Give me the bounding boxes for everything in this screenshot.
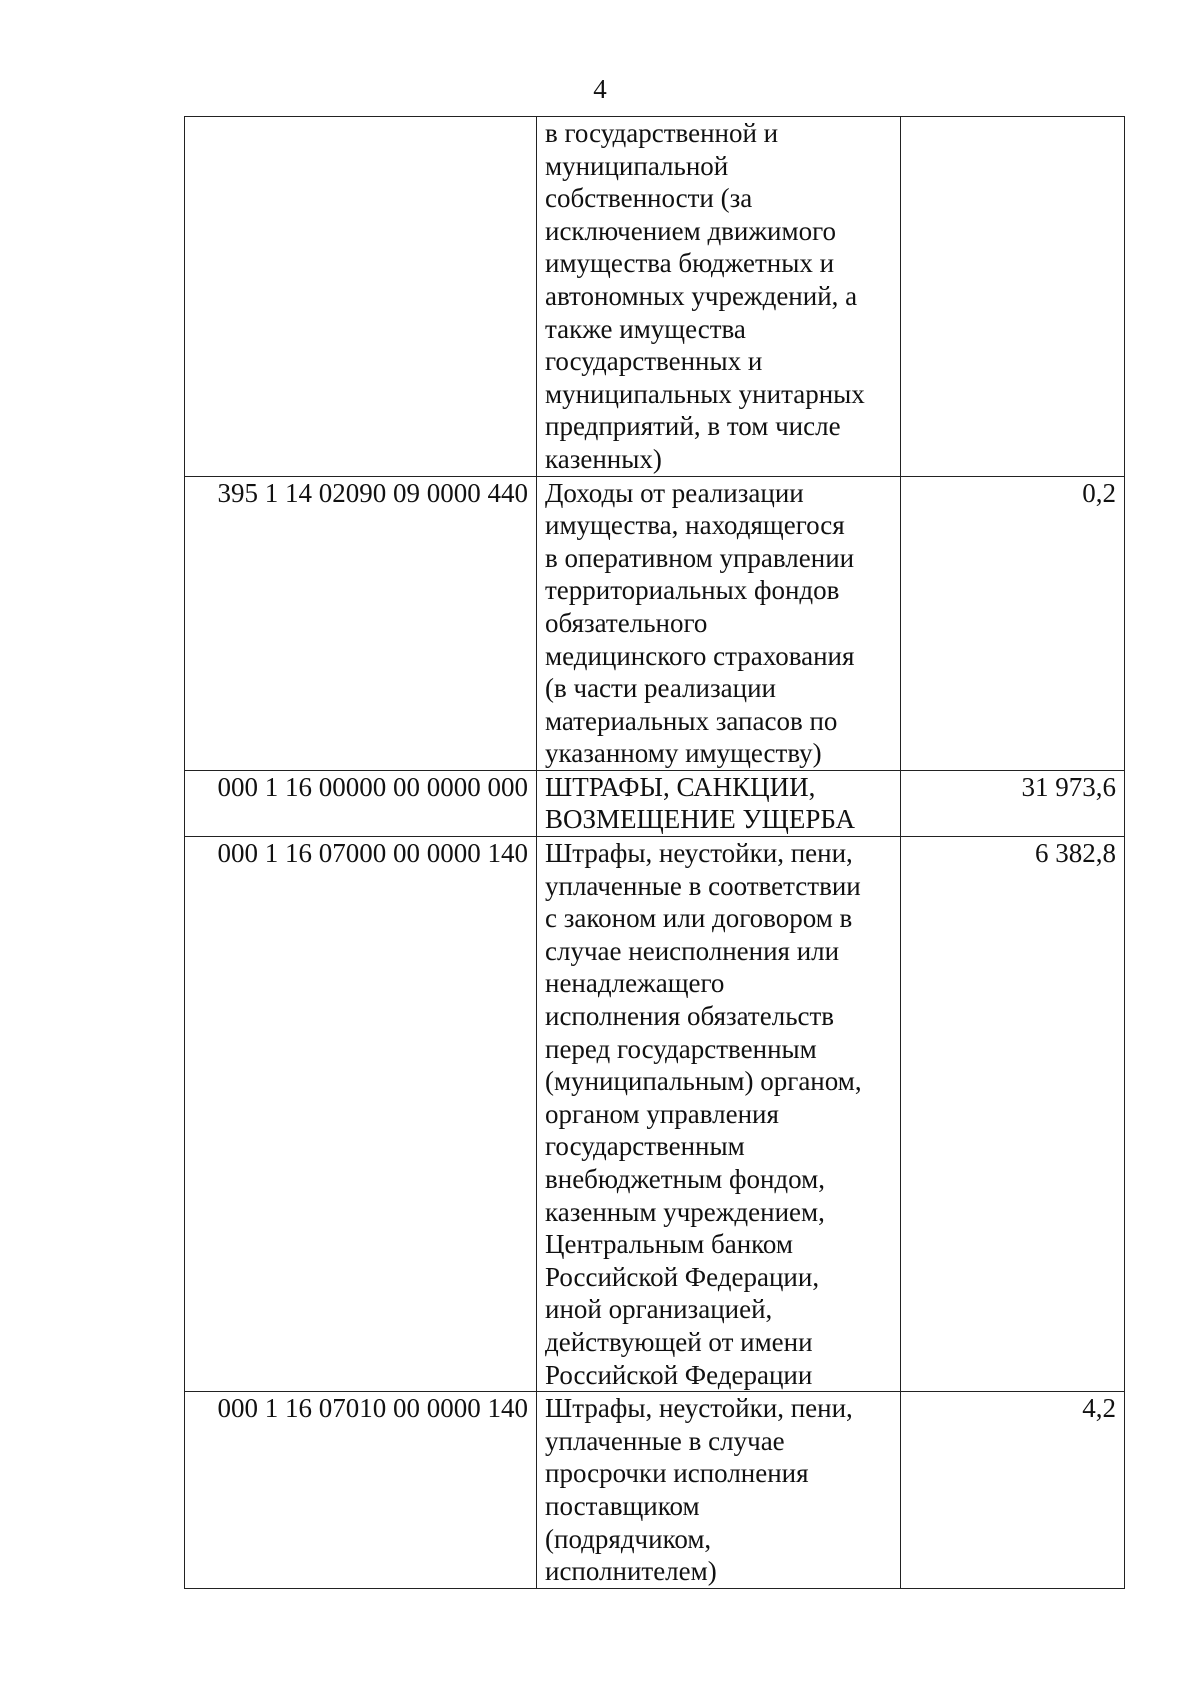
row-code: 000 1 16 07000 00 0000 140 bbox=[185, 837, 537, 1392]
description-line: Штрафы, неустойки, пени, bbox=[545, 838, 853, 869]
description-line: государственным bbox=[545, 1131, 745, 1162]
description-line: ВОЗМЕЩЕНИЕ УЩЕРБА bbox=[545, 804, 856, 835]
description-line: поставщиком bbox=[545, 1490, 700, 1521]
description-line: имущества, находящегося bbox=[545, 510, 845, 541]
revenue-table bbox=[184, 116, 1125, 1589]
description-line: Доходы от реализации bbox=[545, 477, 804, 508]
row-amount: 0,2 bbox=[901, 476, 1125, 770]
description-line: органом управления bbox=[545, 1098, 779, 1129]
description-line: территориальных фондов bbox=[545, 575, 840, 606]
description-line: обязательного bbox=[545, 607, 708, 638]
description-line: казенным учреждением, bbox=[545, 1196, 825, 1227]
row-code: 000 1 16 07010 00 0000 140 bbox=[185, 1392, 537, 1589]
description-line: (муниципальным) органом, bbox=[545, 1066, 862, 1097]
description-line: ШТРАФЫ, САНКЦИИ, bbox=[545, 771, 816, 802]
description-line: указанному имуществу) bbox=[545, 738, 822, 769]
description-line: просрочки исполнения bbox=[545, 1458, 809, 1489]
row-code bbox=[185, 117, 537, 477]
row-code: 395 1 14 02090 09 0000 440 bbox=[185, 476, 537, 770]
description-line: (подрядчиком, bbox=[545, 1523, 712, 1554]
row-description bbox=[537, 1392, 901, 1589]
row-code: 000 1 16 00000 00 0000 000 bbox=[185, 770, 537, 836]
description-line: казенных) bbox=[545, 443, 662, 474]
description-line: также имущества bbox=[545, 313, 746, 344]
row-description bbox=[537, 837, 901, 1392]
description-line: иной организацией, bbox=[545, 1294, 773, 1325]
description-line: Российской Федерации bbox=[545, 1359, 813, 1390]
description-line: в оперативном управлении bbox=[545, 542, 855, 573]
description-line: действующей от имени bbox=[545, 1326, 813, 1357]
description-line: Российской Федерации, bbox=[545, 1261, 820, 1292]
description-line: с законом или договором в bbox=[545, 903, 853, 934]
table-row bbox=[185, 837, 1125, 1392]
description-line: Центральным банком bbox=[545, 1229, 793, 1260]
description-line: внебюджетным фондом, bbox=[545, 1164, 825, 1194]
page-number: 4 bbox=[593, 74, 607, 104]
row-description bbox=[537, 476, 901, 770]
description-line: (в части реализации bbox=[545, 673, 776, 704]
description-line: собственности (за bbox=[545, 183, 753, 214]
description-line: государственных и bbox=[545, 346, 763, 377]
description-line: медицинского страхования bbox=[545, 640, 855, 671]
description-line: материальных запасов по bbox=[545, 705, 838, 736]
description-line: ненадлежащего bbox=[545, 968, 725, 999]
description-line: предприятий, в том числе bbox=[545, 411, 841, 442]
row-amount: 4,2 bbox=[901, 1392, 1125, 1589]
description-line: в государственной и bbox=[545, 118, 779, 148]
description-line: перед государственным bbox=[545, 1033, 817, 1064]
description-line: исполнителем) bbox=[545, 1556, 717, 1587]
description-line: уплаченные в случае bbox=[545, 1425, 785, 1456]
description-line: автономных учреждений, а bbox=[545, 280, 858, 311]
row-description bbox=[537, 117, 901, 477]
description-line: имущества бюджетных и bbox=[545, 248, 835, 279]
description-line: муниципальной bbox=[545, 150, 729, 181]
description-line: уплаченные в соответствии bbox=[545, 870, 861, 901]
row-amount: 31 973,6 bbox=[901, 770, 1125, 836]
table-row bbox=[185, 476, 1125, 770]
description-line: муниципальных унитарных bbox=[545, 378, 865, 409]
row-amount bbox=[901, 117, 1125, 477]
table-row bbox=[185, 770, 1125, 836]
table-row bbox=[185, 117, 1125, 477]
description-line: исполнения обязательств bbox=[545, 1001, 835, 1032]
description-line: Штрафы, неустойки, пени, bbox=[545, 1393, 853, 1424]
description-line: исключением движимого bbox=[545, 215, 836, 246]
row-amount: 6 382,8 bbox=[901, 837, 1125, 1392]
table-row bbox=[185, 1392, 1125, 1589]
description-line: случае неисполнения или bbox=[545, 935, 840, 966]
row-description bbox=[537, 770, 901, 836]
